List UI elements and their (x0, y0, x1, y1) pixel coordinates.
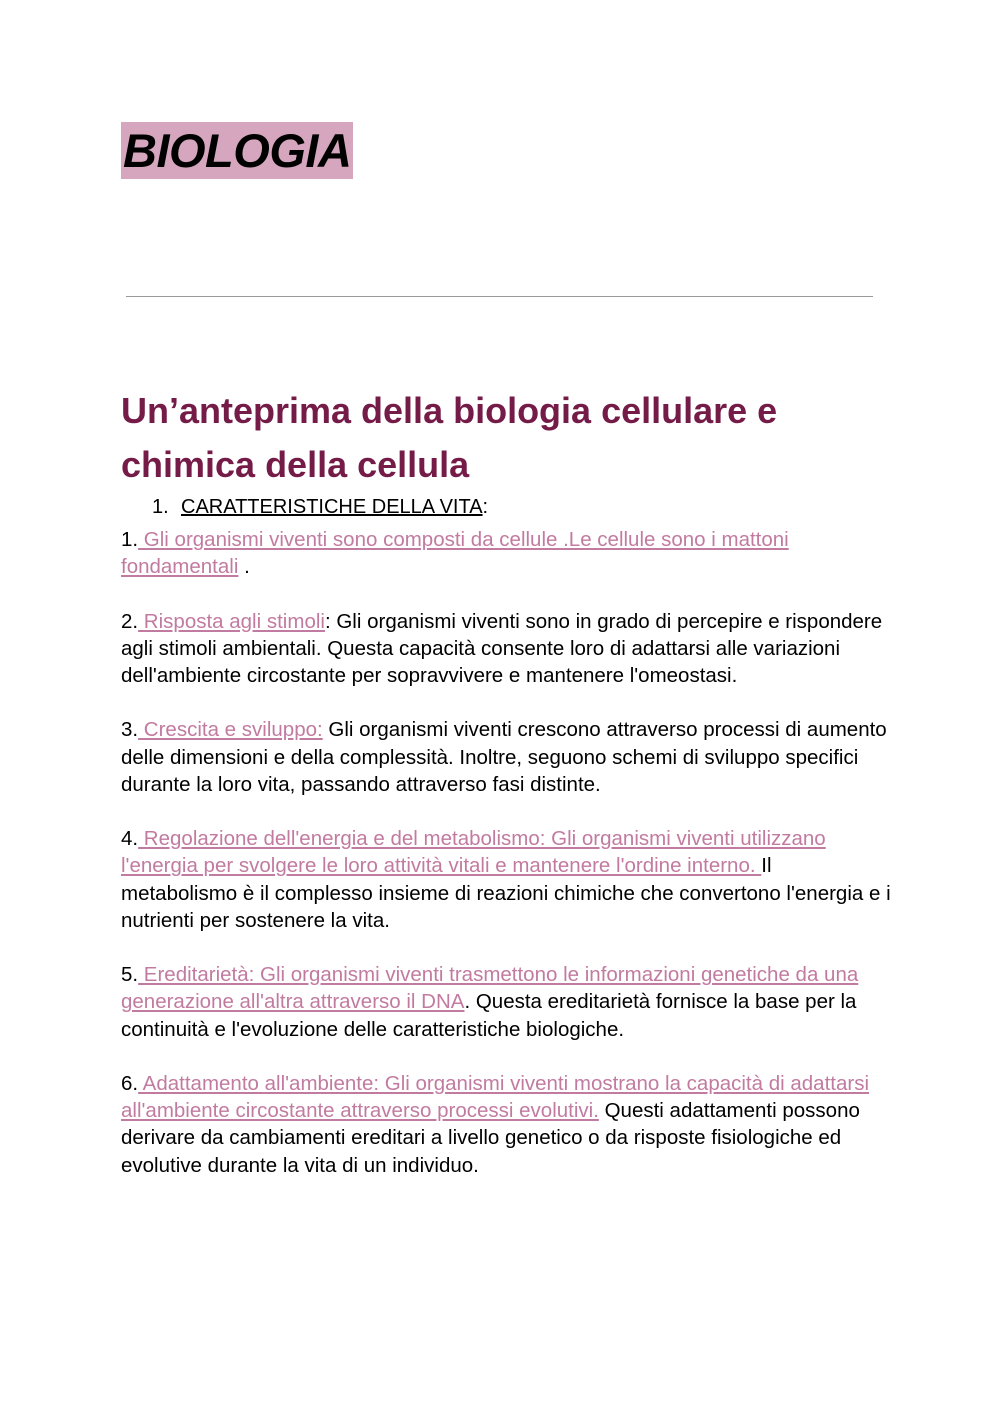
list-item (121, 716, 891, 798)
list-item (121, 825, 891, 934)
item-text: : Gli organismi viventi sono in grado di percepire e rispondere agli stimoli ambientali. Questa capacità consente loro di adattarsi alle variazioni dell'ambiente circostante per sopravvivere e mantenere l'omeostasi. (121, 609, 883, 687)
item-link[interactable]: Crescita e sviluppo: (138, 718, 323, 742)
item-number: 4. (121, 827, 139, 851)
item-text: Gli organismi viventi crescono attraverso processi di aumento delle dimensioni e della complessità. Inoltre, seguono schemi di sviluppo specifici durante la loro vita, passando attraverso fasi distinte. (121, 718, 887, 796)
item-link[interactable]: Risposta agli stimoli (138, 609, 325, 633)
list-item (121, 1070, 891, 1179)
list-item (121, 961, 891, 1043)
item-text: Questi adattamenti possono derivare da cambiamenti ereditari a livello genetico o da risposte fisiologiche ed evolutive durante la vita di un individuo. (121, 1099, 860, 1177)
item-text: Il metabolismo è il complesso insieme di reazioni chimiche che convertono l'energia e i nutrienti per sostenere la vita. (121, 854, 891, 932)
list-heading-number: 1. (152, 496, 169, 518)
item-number: 5. (121, 963, 139, 987)
list-heading-label: CARATTERISTICHE DELLA VITA (181, 496, 483, 518)
section-heading: Un’anteprima della biologia cellulare e chimica della cellula (121, 390, 778, 485)
document-body (121, 526, 891, 1206)
item-text: . Questa ereditarietà fornisce la base per la continuità e l'evoluzione delle caratteristiche biologiche. (121, 990, 857, 1041)
document-title: BIOLOGIA (123, 124, 352, 177)
item-link[interactable]: Regolazione dell'energia e del metabolismo: Gli organismi viventi utilizzano l'energia per svolgere le loro attività vitali e mantenere l'ordine interno. (121, 827, 826, 878)
item-link[interactable]: Adattamento all'ambiente: Gli organismi viventi mostrano la capacità di adattarsi all'ambiente circostante attraverso processi evolutivi. (121, 1071, 870, 1123)
list-item (121, 526, 891, 580)
item-number: 3. (121, 718, 139, 742)
item-text: . (238, 555, 250, 579)
item-number: 6. (121, 1071, 139, 1095)
item-link[interactable]: Ereditarietà: Gli organismi viventi trasmettono le informazioni genetiche da una generazione all'altra attraverso il DNA (121, 963, 859, 1014)
list-item (121, 608, 891, 690)
item-link[interactable]: Gli organismi viventi sono composti da cellule .Le cellule sono i mattoni fondamentali (121, 528, 789, 579)
item-number: 1. (121, 528, 139, 551)
horizontal-rule (126, 296, 873, 297)
list-heading (152, 494, 488, 521)
item-number: 2. (121, 609, 139, 633)
list-heading-suffix: : (482, 496, 489, 518)
